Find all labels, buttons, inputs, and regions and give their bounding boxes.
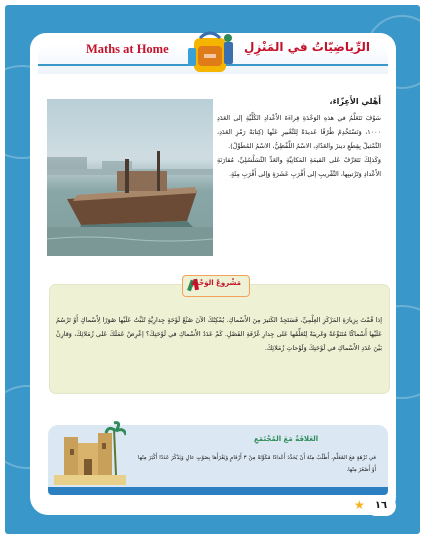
- intro-paragraph: سَوْفَ نَتَعَلَّمُ في هذهِ الوَحْدَةِ قِراءَةَ الأَعْدادِ الكُلِّيَّةِ إلى العَدَدِ ١٠٠٠، وَنَسْتَخْدِمُ طُرُقًا عَديدَةً لِلتَّعْبيرِ عَنْها (كِتابَةُ رَمْزِ العَدَدِ، التَّمْثيلُ بِقِطَعِ دينزَ والعَدّادِ، الاسْمُ اللَّفْظِيُّ، الاسْمُ المُطَوَّلُ).: [217, 114, 381, 150]
- page-title-arabic: الرِّياضِيّاتُ في المَنْزِلِ: [244, 40, 370, 54]
- unit-project-title: مَشْروعُ الوَحْدَةِ: [190, 279, 241, 287]
- school-bag-icon: [182, 28, 238, 76]
- unit-project-box: [50, 279, 389, 393]
- community-text: في نُزْهَةٍ مَعَ المُعَلِّمِ، أُطْلُبْ مِنْهُ أَنْ يُحَدِّدَ أَعْدادًا مُكَوَّنَةً مِنْ ٣ أَرْقامٍ وَيَقْرَأَها بِصَوْتٍ عالٍ وَيَذْكُرَ عَدَدًا أَكْبَرَ مِنْها أَوْ أَصْغَرَ مِنْها.: [138, 455, 376, 473]
- fort-scene-icon: [54, 419, 126, 485]
- community-bar: [48, 487, 388, 495]
- intro-section: [217, 97, 381, 181]
- community-box: [48, 425, 388, 489]
- star-icon: ★: [354, 498, 365, 512]
- unit-project-text: إذا قُمْتَ بِزِيارَةِ المَرْكَزِ العِلْمِيِّ، فَسَتَجِدُ الكَثيرَ مِنَ الأَسْماكِ. يُمْكِنُكَ الآنَ صُنْعُ لَوْحَةٍ جِدارِيَّةٍ تُثَبِّتُ عَلَيْها صُوَرًا لِأَسْماكٍ أَوْ تَرْسُمُ عَلَيْها أَسْماكًا مُتَنَوِّعَةً وَغَريبَةً لِتُعَلِّقَها عَلى جِدارِ غُرْفَةِ الفَصْلِ. كَمْ عَدَدُ الأَسْماكِ في لَوْحَتِكَ؟ إعْرِضْ عَمَلَكَ عَلى زُمَلائِكَ، وَقارِنْ بَيْنَ عَدَدِ الأَسْماكِ في لَوْحَتِكَ وَلَوْحاتِ زُمَلائِكَ.: [56, 316, 382, 352]
- page-title-english: Maths at Home: [86, 42, 169, 56]
- unit-project-label: [182, 275, 250, 297]
- intro-paragraph: وَكَذلِكَ نَتَعَرَّفُ عَلى القيمَةِ المَكانِيَّةِ والعَدِّ التَّسَلْسُلِيِّ، مُقارَنَةِ الأَعْدادِ وَتَرْتيبِها، التَّقْريبِ إلى أَقْرَبِ عَشَرَةٍ وَإلى أَقْرَبِ مِئَةٍ.: [217, 156, 381, 178]
- harbor-boat-photo: [47, 99, 213, 256]
- intro-greeting: أَهْلي الأَعِزّاءَ،: [329, 97, 381, 106]
- community-title: العَلاقَةُ مَعَ المُجْتَمَعِ: [254, 435, 319, 443]
- page-number: ١٦: [366, 496, 396, 516]
